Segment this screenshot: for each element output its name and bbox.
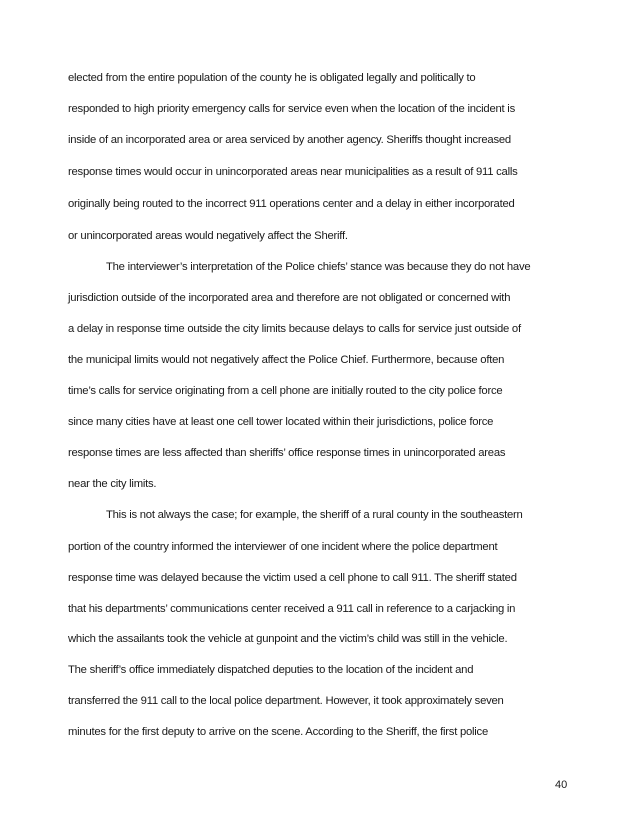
body-text-line: originally being routed to the incorrect 911 operations center and a delay in either incorporated (68, 198, 515, 210)
body-text-line: response times would occur in unincorporated areas near municipalities as a result of 911 calls (68, 166, 518, 178)
body-text-line: response time was delayed because the victim used a cell phone to call 911. The sheriff stated (68, 572, 517, 584)
body-text-line: near the city limits. (68, 478, 157, 490)
body-text-line: that his departments’ communications center received a 911 call in reference to a carjacking in (68, 603, 516, 615)
body-text-line: a delay in response time outside the city limits because delays to calls for service just outside of (68, 323, 521, 335)
body-text-line: minutes for the first deputy to arrive on the scene. According to the Sheriff, the first police (68, 726, 488, 738)
body-text-line: jurisdiction outside of the incorporated area and therefore are not obligated or concerned with (68, 292, 511, 304)
body-text-line: inside of an incorporated area or area serviced by another agency. Sheriffs thought increased (68, 134, 511, 146)
body-text-line: The sheriff’s office immediately dispatched deputies to the location of the incident and (68, 664, 474, 676)
body-text-line: transferred the 911 call to the local police department. However, it took approximately seven (68, 695, 504, 707)
body-text-line: elected from the entire population of the county he is obligated legally and politically to (68, 72, 476, 84)
body-text-line: or unincorporated areas would negatively affect the Sheriff. (68, 230, 348, 242)
body-text-line: since many cities have at least one cell tower located within their jurisdictions, police force (68, 416, 494, 428)
body-text-line: response times are less affected than sheriffs’ office response times in unincorporated areas (68, 447, 506, 459)
body-text-line: which the assailants took the vehicle at gunpoint and the victim’s child was still in the vehicle. (68, 633, 508, 645)
body-text-line: the municipal limits would not negatively affect the Police Chief. Furthermore, because often (68, 354, 505, 366)
body-text-line: responded to high priority emergency calls for service even when the location of the incident is (68, 103, 515, 115)
body-text-line: portion of the country informed the interviewer of one incident where the police department (68, 541, 498, 553)
paragraph-first-line: This is not always the case; for example, the sheriff of a rural county in the southeastern (106, 509, 523, 521)
body-text-line: time’s calls for service originating from a cell phone are initially routed to the city police force (68, 385, 503, 397)
paragraph-first-line: The interviewer’s interpretation of the Police chiefs’ stance was because they do not have (106, 261, 531, 273)
page-number: 40 (555, 779, 568, 791)
